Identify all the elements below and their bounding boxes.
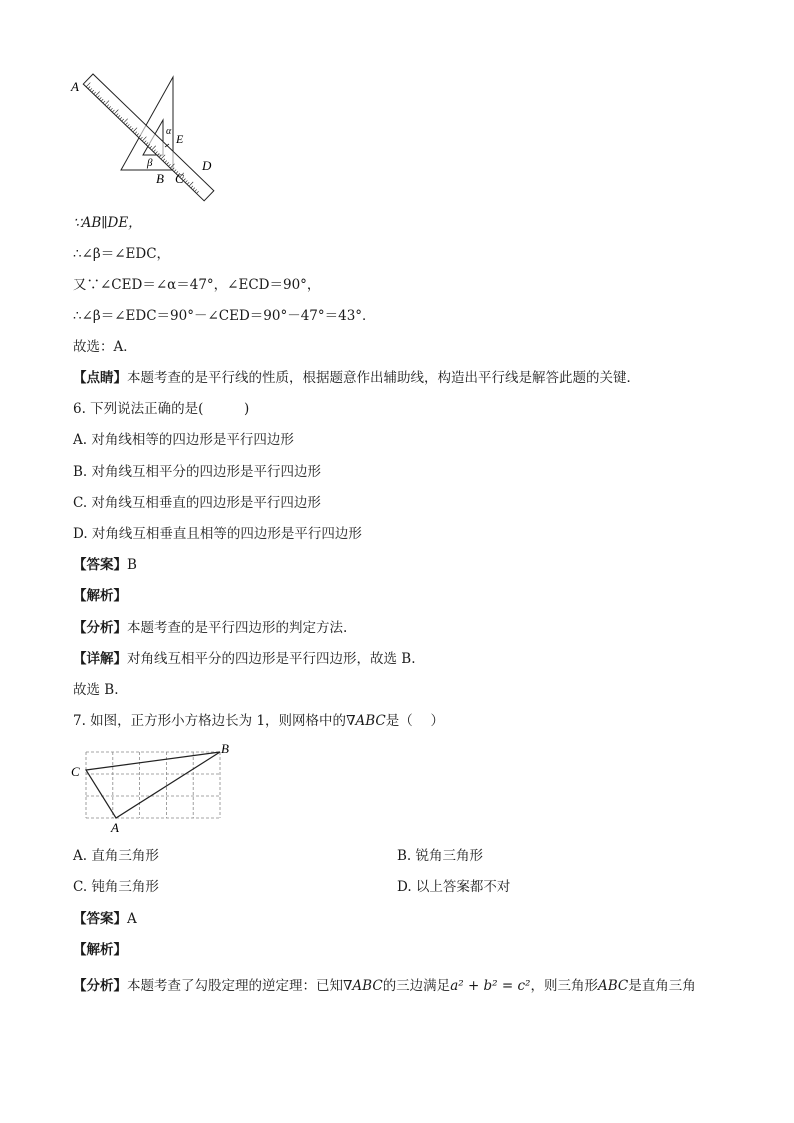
solution5-line4: ∴∠β＝∠EDC＝90°－∠CED＝90°－47°＝43°． [73, 308, 376, 324]
label-beta: β [147, 157, 153, 169]
q7-option-c: C. 钝角三角形 [73, 879, 159, 895]
solution5-comment: 【点睛】本题考查的是平行线的性质，根据题意作出辅助线，构造出平行线是解答此题的关键． [73, 370, 640, 386]
triangle-abc [86, 752, 220, 818]
ruler [83, 74, 214, 201]
q6-answer: 【答案】B [73, 557, 137, 573]
q6-xiangjie: 【详解】对角线互相平分的四边形是平行四边形，故选 B. [73, 651, 416, 667]
solution5-line1: ∵AB∥DE， [73, 215, 142, 231]
q6-option-b: B. 对角线互相平分的四边形是平行四边形 [73, 464, 322, 480]
q6-option-a: A. 对角线相等的四边形是平行四边形 [73, 432, 294, 448]
grid-triangle-figure [68, 740, 238, 836]
solution5-line3: 又∵∠CED＝∠α＝47°，∠ECD＝90°， [73, 277, 321, 293]
q7-answer: 【答案】A [73, 911, 137, 927]
grid-label-B: B [221, 741, 229, 756]
q7-stem: 7. 如图，正方形小方格边长为 1，则网格中的∇ABC是（ ） [73, 713, 445, 729]
label-D: D [202, 158, 212, 173]
q7-option-a: A. 直角三角形 [73, 848, 159, 864]
label-A: A [71, 79, 79, 94]
q7-fenxi: 【分析】本题考查了勾股定理的逆定理：已知∇ABC的三边满足a² + b² = c²，则三角形ABC是直角三角 [73, 978, 696, 994]
q6-analysis-tag: 【解析】 [73, 588, 127, 604]
q6-option-d: D. 对角线互相垂直且相等的四边形是平行四边形 [73, 526, 362, 542]
q7-analysis-tag: 【解析】 [73, 942, 127, 958]
ruler-triangle-figure [65, 62, 225, 204]
label-C: C [175, 171, 184, 186]
q7-option-d: D. 以上答案都不对 [397, 879, 511, 895]
q6-stem: 6. 下列说法正确的是( ) [73, 401, 250, 417]
label-B: B [156, 171, 164, 186]
q7-option-b: B. 锐角三角形 [397, 848, 484, 864]
label-alpha: α [166, 126, 172, 137]
solution5-answer: 故选：A． [73, 339, 137, 355]
grid-label-A: A [111, 820, 119, 835]
label-E: E [176, 132, 184, 146]
grid-label-C: C [71, 764, 80, 779]
q6-option-c: C. 对角线互相垂直的四边形是平行四边形 [73, 495, 321, 511]
q6-choose: 故选 B. [73, 682, 119, 698]
solution5-line2: ∴∠β＝∠EDC， [73, 246, 171, 262]
q6-fenxi: 【分析】本题考查的是平行四边形的判定方法. [73, 620, 348, 636]
